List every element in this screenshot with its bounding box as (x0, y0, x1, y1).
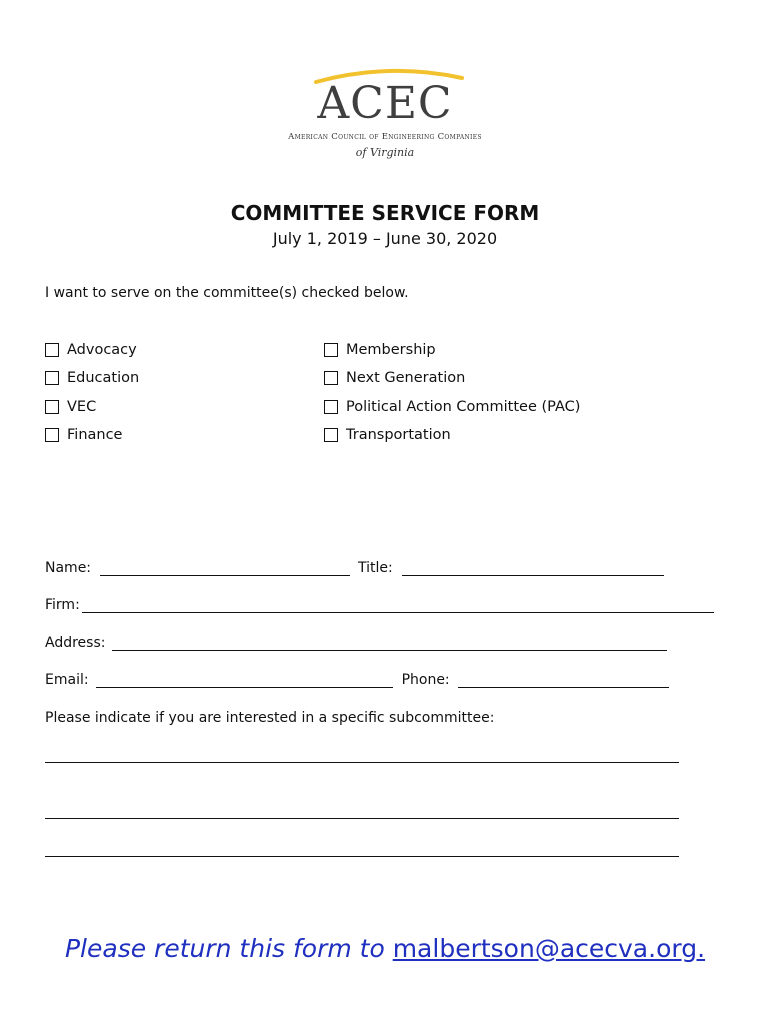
committee-option-finance[interactable] (45, 425, 122, 445)
committee-label: Advocacy (67, 342, 137, 358)
address-field[interactable] (112, 636, 667, 651)
committee-label: Finance (67, 427, 123, 443)
title-label: Title: (358, 560, 393, 576)
name-title-row (45, 560, 664, 576)
form-dates: July 1, 2019 – June 30, 2020 (272, 229, 498, 248)
committee-option-next-generation[interactable] (324, 368, 465, 388)
address-label: Address: (45, 635, 106, 651)
checkbox[interactable] (324, 400, 338, 414)
firm-row (45, 597, 714, 613)
committee-label: Political Action Committee (PAC) (346, 399, 581, 415)
checkbox[interactable] (45, 400, 59, 414)
subcommittee-line-3[interactable] (45, 856, 679, 857)
form-title: COMMITTEE SERVICE FORM (230, 201, 540, 225)
committee-option-membership[interactable] (324, 340, 436, 360)
email-field[interactable] (96, 673, 393, 688)
committee-label: Education (67, 370, 140, 386)
phone-label: Phone: (401, 672, 450, 688)
intro-text: I want to serve on the committee(s) checked below. (45, 285, 409, 301)
checkbox[interactable] (45, 371, 59, 385)
checkbox[interactable] (324, 371, 338, 385)
email-label: Email: (45, 672, 89, 688)
return-instructions (0, 934, 770, 963)
committee-option-advocacy[interactable] (45, 340, 137, 360)
acec-logo (270, 66, 510, 166)
committee-label: Membership (346, 342, 436, 358)
committee-option-pac[interactable] (324, 397, 580, 417)
return-text: Please return this form to (64, 934, 393, 963)
name-label: Name: (45, 560, 92, 576)
return-email-link[interactable]: malbertson@acecva.org. (392, 934, 706, 963)
committee-option-transportation[interactable] (324, 425, 451, 445)
email-phone-row (45, 672, 669, 688)
checkbox[interactable] (45, 343, 59, 357)
checkbox[interactable] (324, 343, 338, 357)
committee-label: Next Generation (346, 370, 466, 386)
address-row (45, 635, 667, 651)
subcommittee-line-1[interactable] (45, 762, 679, 763)
committee-option-education[interactable] (45, 368, 139, 388)
committee-label: Transportation (346, 427, 451, 443)
checkbox[interactable] (324, 428, 338, 442)
subcommittee-line-2[interactable] (45, 818, 679, 819)
logo-state: of Virginia (355, 146, 415, 159)
firm-label: Firm: (45, 597, 80, 613)
firm-field[interactable] (82, 598, 714, 613)
logo-council-name: American Council of Engineering Companies (288, 132, 482, 142)
logo-wordmark: ACEC (317, 78, 453, 129)
subcommittee-prompt: Please indicate if you are interested in a specific subcommittee: (45, 710, 495, 726)
checkbox[interactable] (45, 428, 59, 442)
title-field[interactable] (402, 561, 664, 576)
name-field[interactable] (100, 561, 350, 576)
phone-field[interactable] (458, 673, 669, 688)
committee-option-vec[interactable] (45, 397, 96, 417)
committee-label: VEC (67, 399, 97, 415)
